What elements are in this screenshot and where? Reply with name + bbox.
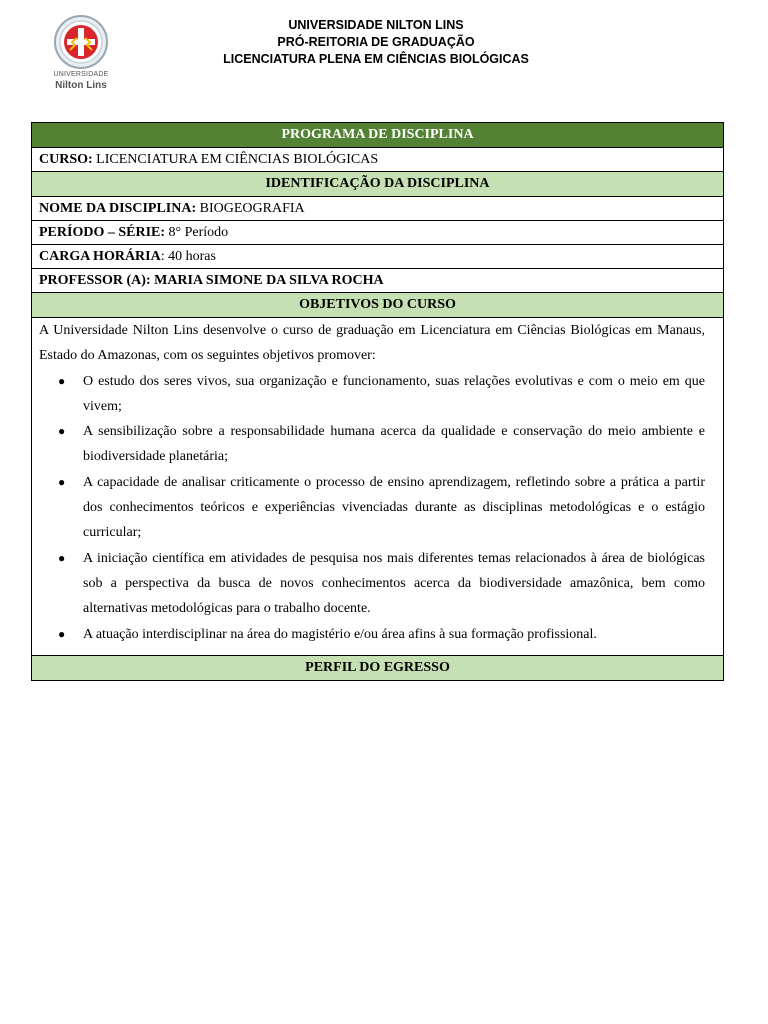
periodo-row (32, 221, 724, 245)
document-header (200, 17, 552, 68)
carga-value: : 40 horas (160, 248, 216, 264)
logo-text-name: Nilton Lins (55, 80, 107, 91)
bullet-icon: ● (58, 550, 66, 565)
header-line-course: LICENCIATURA PLENA EM CIÊNCIAS BIOLÓGICAS (223, 52, 529, 66)
disciplina-label: NOME DA DISCIPLINA: (39, 200, 197, 216)
periodo-value: 8° Período (165, 224, 229, 240)
objetivo-text: A sensibilização sobre a responsabilidade humana acerca da qualidade e conservação do meio ambiente e biodiversidade planetária; (83, 424, 705, 465)
carga-label: CARGA HORÁRIA (39, 248, 161, 264)
objetivo-text: O estudo dos seres vivos, sua organização e funcionamento, suas relações evolutivas e com o meio em que vivem; (83, 373, 705, 414)
curso-label: CURSO: (39, 151, 93, 167)
objetivos-list (39, 369, 705, 647)
objetivo-text: A iniciação científica em atividades de pesquisa nos mais diferentes temas relacionados à área de biológicas sob a perspectiva da busca de novos conhecimentos acerca da biodiversidade amazônica, bem como alternativas metodológicas para o trabalho docente. (83, 550, 705, 617)
objetivos-intro: A Universidade Nilton Lins desenvolve o curso de graduação em Licenciatura em Ciências Biológicas em Manaus, Estado do Amazonas, com os seguintes objetivos promover: (39, 323, 705, 364)
objetivo-item (39, 419, 705, 470)
objetivo-item (39, 622, 705, 647)
logo-text-university: UNIVERSIDADE (53, 71, 109, 78)
program-table (31, 122, 724, 681)
header-line-university: UNIVERSIDADE NILTON LINS (288, 18, 464, 32)
disciplina-value: BIOGEOGRAFIA (196, 200, 305, 216)
objetivo-item (39, 470, 705, 546)
program-title: PROGRAMA DE DISCIPLINA (32, 123, 724, 148)
objetivo-text: A capacidade de analisar criticamente o processo de ensino aprendizagem, refletindo sobre a prática a partir dos conhecimentos teóricos e experiências vivenciadas durante as disciplinas metodológicas e o estágio curricular; (83, 474, 705, 541)
perfil-title: PERFIL DO EGRESSO (32, 655, 724, 680)
disciplina-row (32, 197, 724, 221)
curso-row (32, 148, 724, 172)
bullet-icon: ● (58, 424, 66, 439)
carga-row (32, 245, 724, 269)
objetivo-text: A atuação interdisciplinar na área do magistério e/ou área afins à sua formação profissional. (83, 626, 597, 642)
professor-text: PROFESSOR (A): MARIA SIMONE DA SILVA ROCHA (39, 272, 384, 288)
bullet-icon: ● (58, 474, 66, 489)
periodo-label: PERÍODO – SÉRIE: (39, 224, 166, 240)
university-logo (48, 14, 114, 94)
header-line-pro-reitoria: PRÓ-REITORIA DE GRADUAÇÃO (277, 35, 475, 49)
professor-row (32, 269, 724, 293)
curso-value: LICENCIATURA EM CIÊNCIAS BIOLÓGICAS (92, 151, 379, 167)
objetivo-item (39, 369, 705, 420)
bullet-icon: ● (58, 626, 66, 641)
university-seal-icon (48, 14, 114, 70)
objetivo-item (39, 546, 705, 622)
objetivos-title: OBJETIVOS DO CURSO (32, 293, 724, 318)
identificacao-title: IDENTIFICAÇÃO DA DISCIPLINA (32, 172, 724, 197)
bullet-icon: ● (58, 373, 66, 388)
objetivos-content (32, 318, 724, 656)
